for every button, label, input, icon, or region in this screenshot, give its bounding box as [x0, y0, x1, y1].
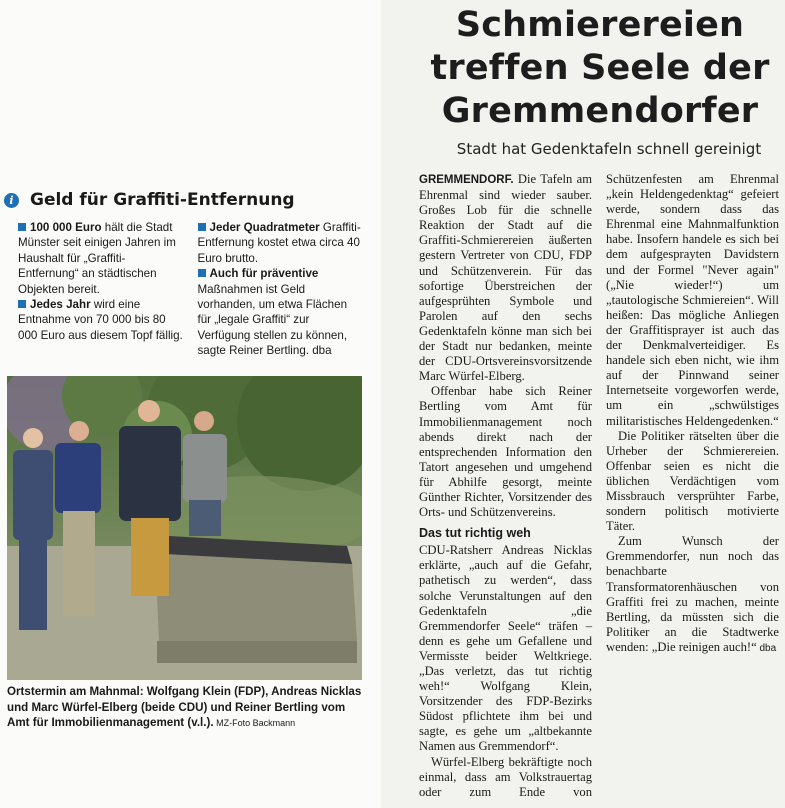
headline-line: Schmierereien — [455, 5, 745, 45]
fact-text: Graffiti-Entfernung kostet etwa circa 40 Euro brutto. — [197, 221, 361, 265]
paragraph-text: Zum Wunsch der Gremmendorfer, nun noch das benachbarte Transformatorenhäuschen von Graffiti frei zu machen, meinte Bertling, da müssten sich die Politiker an die Stadtwerke wenden: „Die reinigen auch!“ — [606, 534, 779, 654]
article-paragraph: CDU-Ratsherr Andreas Nicklas erklärte, „auch auf die Gefahr, pathetisch zu werden“, dass solche Verunstaltungen auf den Gedenktafeln „die Gremmendorfer Seele“ träfen – denn es gehe um Gefallene und Vermisste beider Weltkriege. „Das verletzt, das tut richtig weh!“ Wolfgang Klein, Vorsitzender des FDP-Bezirks Südost pflichtete ihm bei und sagte, es gehe um „altbekannte Namen aus Gremmendorf“. — [419, 543, 592, 754]
person-figure — [13, 428, 53, 630]
fact-text: hält die Stadt Münster seit einigen Jahren im Haushalt für „Graffiti-Entfernung“ an städtischen Objekten bereit. — [18, 221, 176, 296]
bullet-square-icon — [198, 223, 206, 231]
memorial-photo-illustration — [7, 376, 362, 680]
fact-item — [18, 297, 184, 343]
paragraph-text: Die Tafeln am Ehrenmal sind wieder sauber. Großes Lob für die schnelle Reaktion der Stadt auf die Graffiti-Schmierereien äußerten gestern Vertreter von CDU, FDP und Schützenverein. Für das sofortige Überstreichen der aufgesprühten Symbole und Parolen auf den sechs Gedenktafeln könne man sich bei der Stadt nur bedanken, meinte der CDU-Ortsvereinsvorsitzende Marc Würfel-Elberg. — [419, 172, 592, 384]
article-paragraph: Würfel-Elberg bekräftigte noch einmal, dass am Volkstrauertag oder zum Ende von Schützenfesten am Ehrenmal „kein Heldengedenktag“ gefeiert werde, sondern dass das Ehrenmal eine Mahnmalfunktion habe. Insofern handele es sich bei dem aufgesprayten Davidstern und der Formel "Never again" („Nie wieder!“) um „tautologische Schmiereien“. Will heißen: Das mögliche Anliegen der Graffitisprayer ist auch das der Denkmalverteidiger. Es handele sich eben nicht, wie ihm auf der Pinnwand seiner Internetseite vorgeworfen werde, um ein „schwülstiges militaristisches Heldengedenken.“ — [419, 172, 779, 799]
section-heading: Das tut richtig weh — [419, 526, 531, 541]
memorial-photo — [7, 376, 362, 680]
author-signature: dba — [756, 642, 777, 654]
fact-text: Maßnahmen ist Geld vorhanden, um etwa Flächen für „legale Graffiti“ zur Verfügung stellen zu können, sagte Reiner Bertling. dba — [197, 282, 348, 358]
fact-item — [198, 266, 364, 358]
article-body — [419, 172, 779, 806]
headline — [420, 4, 780, 133]
infobox-facts — [18, 220, 363, 362]
bullet-square-icon — [18, 223, 26, 231]
subheadline: Stadt hat Gedenktafeln schnell gereinigt — [456, 140, 762, 158]
caption-text: Ortstermin am Mahnmal: Wolfgang Klein (FDP), Andreas Nicklas und Marc Würfel-Elberg (beide CDU) und Reiner Bertling vom Amt für Immobilienmanagement (v.l.). — [7, 685, 362, 729]
photo-credit: MZ-Foto Backmann — [213, 718, 296, 728]
dateline: GREMMENDORF. — [419, 174, 514, 186]
bullet-square-icon — [198, 269, 206, 277]
infobox-header — [4, 190, 374, 212]
infobox-title: Geld für Graffiti-Entfernung — [30, 190, 295, 210]
article-paragraph: Offenbar habe sich Reiner Bertling vom Amt für Immobilienmanagement noch abends direkt nach der entsprechenden Information den Tatort angesehen und umgehend für Abhilfe gesorgt, meinte Günther Richter, Vorsitzender des Orts- und Schützenvereins. — [419, 384, 592, 520]
article-paragraph — [419, 172, 592, 384]
headline-line: treffen Seele der — [430, 48, 770, 88]
headline-line: Gremmendorfer — [441, 91, 759, 131]
fact-lead: Auch für präventive — [209, 267, 319, 281]
fact-item — [18, 220, 184, 297]
bullet-square-icon — [18, 300, 26, 308]
fact-text: wird eine Entnahme von 70 000 bis 80 000 Euro aus diesem Topf fällig. — [18, 298, 183, 342]
fact-lead: 100 000 Euro — [30, 221, 102, 234]
article-paragraph: Die Politiker rätselten über die Urheber der Schmierereien. Offenbar seien es nicht die üblichen Verdächtigen vom Missbrauch versprühter Farbe, sondern politisch motivierte Täter. — [606, 428, 779, 534]
fact-lead: Jeder Quadratmeter — [209, 221, 320, 234]
article-paragraph — [606, 534, 779, 656]
fact-item — [198, 220, 364, 266]
fact-lead: Jedes Jahr — [30, 298, 91, 312]
info-icon: i — [4, 193, 19, 208]
photo-caption — [7, 684, 367, 732]
